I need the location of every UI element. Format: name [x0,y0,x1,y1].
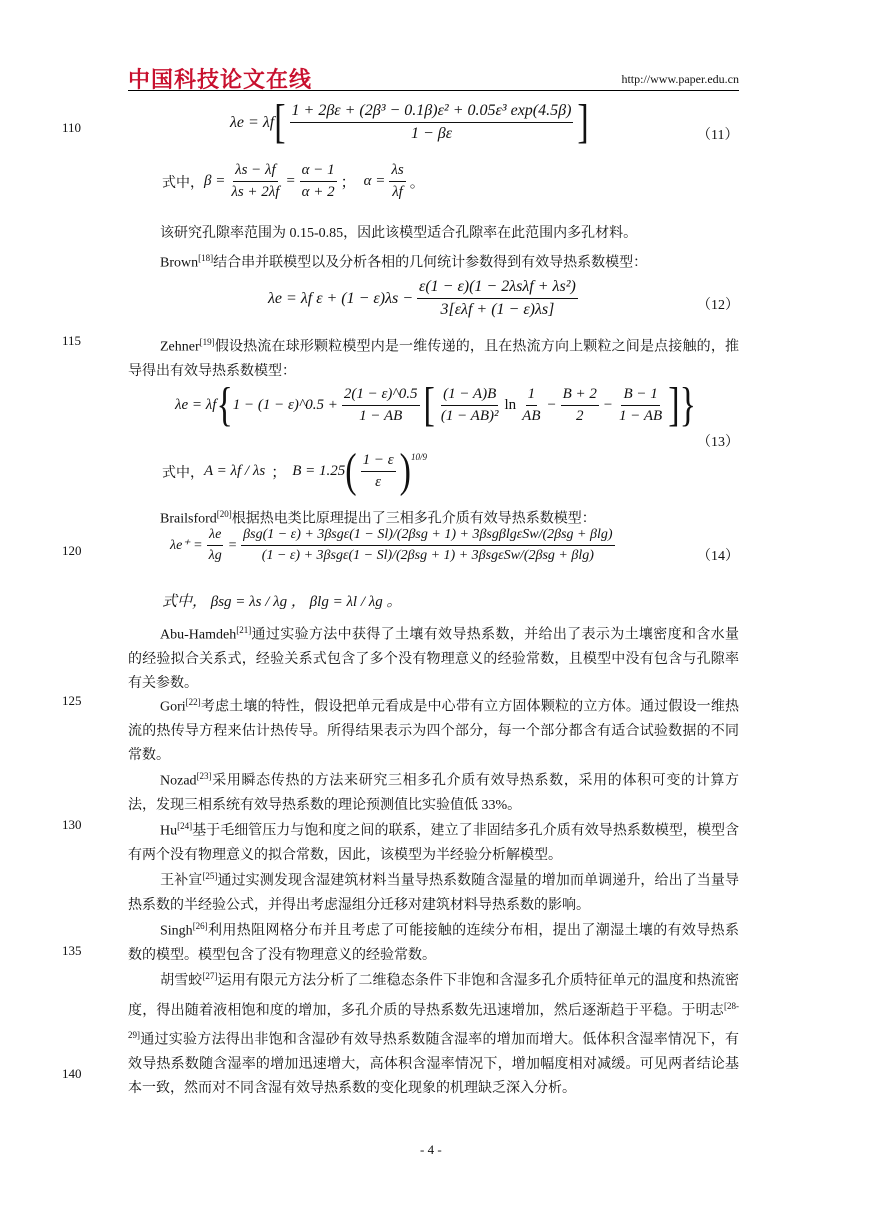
equation-13: λe = λf { 1 − (1 − ε)^0.5 + $\frac{2(1 - \varepsilon)\^{}0.5}{1 - AB}$ [ $\frac{(1 - A)B}{\text{(1 − AB)²}}$ ln $\frac{1}{AB}$ − $\frac{B + 2}{2}$ − $\frac{B - 1}{1 - AB}$ ] } [175,378,696,431]
equation-11: λe = λf [ $\frac{\text{1 + 2βε + (2β³ − 0.1β)ε² + 0.05ε³ exp(4.5β)}}{1 - \beta\varepsilon}$ ] [230,95,589,148]
paragraph: Brailsford[20]根据热电类比原理提出了三相多孔介质有效导热系数模型： [160,509,596,527]
eq14-where: 式中， βsg = λs / λg ， βlg = λl / λg 。 [162,594,402,610]
header-url: http://www.paper.edu.cn [621,72,739,86]
eq11-fraction [290,102,574,143]
line-number: 130 [62,817,82,832]
line-number: 120 [62,543,82,558]
equation-number-12: （12） [697,298,739,313]
eq13-where: 式中， A = λf / λs ； B = 1.25 ( $\frac{1 - \varepsilon}{\varepsilon}$ ) $^{10/9}$ [162,444,427,497]
paragraph: Abu-Hamdeh[21]通过实验方法中获得了土壤有效导热系数，并给出了表示为土壤密度和含水量的经验拟合关系式，经验关系式包含了多个没有物理意义的经验常数，且模型中没有包含与孔隙率有关参数。 [128,625,739,691]
equation-number-11: （11） [697,128,739,143]
paragraph: 胡雪蛟[27]运用有限元方法分析了二维稳态条件下非饱和含湿多孔介质特征单元的温度和热流密度，得出随着液相饱和度的增加，多孔介质的导热系数先迅速增加，然后逐渐趋于平稳。于明志[28-29]通过实验方法得出非饱和含湿砂有效导热系数随含湿率的增加而增大。低体积含湿率情况下，有效导热系数随含湿率的增加迅速增大，高体积含湿率情况下，增加幅度相对减缓。可见两者结论基本一致，然而对不同含湿有效导热系数的变化现象的机理缺乏深入分析。 [128,971,739,1096]
line-number: 135 [62,943,82,958]
line-number: 140 [62,1066,82,1081]
paragraph: 王补宣[25]通过实测发现含湿建筑材料当量导热系数随含湿量的增加而单调递升，给出了当量导热系数的半经验公式，并得出考虑湿组分迁移对建筑材料导热系数的影响。 [128,871,739,913]
equation-14: λe⁺ = $\frac{\lambda e}{\lambda g}$ = βsg(1 − ε) + 3βsgε(1 − Sl)/(2βsg + 1) + 3βsgβlgεSw/(2βsg + βlg) (1 − ε) + 3βsgε(1 − Sl)/(2βsg + 1) + 3βsgεSw/(2βsg + βlg) [170,527,613,563]
paragraph: Zehner[19]假设热流在球形颗粒模型内是一维传递的，且在热流方向上颗粒之间是点接触的，推导得出有效导热系数模型： [128,337,739,379]
line-number: 115 [62,333,82,348]
equation-number-13: （13） [697,435,739,450]
line-number: 110 [62,120,82,135]
eq11-where: 式中， β = $\frac{\lambda s - \lambda f}{\lambda s + 2\lambda f}$ = $\frac{\alpha - 1}{\alpha + 2}$ ； α = $\frac{\lambda s}{\lambda f}$ 。 [162,162,425,200]
paragraph: 该研究孔隙率范围为 0.15-0.85，因此该模型适合孔隙率在此范围内多孔材料。 [160,226,638,241]
page-number: - 4 - [420,1142,442,1157]
eq11-lhs: λe = λf [230,113,275,131]
eq11-denominator: 1 − βε [410,125,453,142]
header-divider [128,90,739,91]
paragraph: Gori[22]考虑土壤的特性，假设把单元看成是中心带有立方固体颗粒的立方体。通过假设一维热流的热传导方程来估计热传导。所得结果表示为四个部分，每一个部分都含有适合试验数据的不同常数。 [128,697,739,763]
line-number: 125 [62,693,82,708]
journal-logo: 中国科技论文在线 [128,68,313,93]
paragraph: Singh[26]利用热阻网格分布并且考虑了可能接触的连续分布相，提出了潮湿土壤的有效导热系数的模型。模型包含了没有物理意义的经验常数。 [128,921,739,963]
eq11-numerator: 1 + 2βε + (2β³ − 0.1β)ε² + 0.05ε³ exp(4.5β) [290,102,574,123]
equation-number-14: （14） [697,549,739,564]
paragraph: Brown[18]结合串并联模型以及分析各相的几何统计参数得到有效导热系数模型： [160,253,648,271]
equation-12: λe = λf ε + (1 − ε)λs − $\frac{\text{ε(1 − ε)(1 − 2λsλf + λs²)}}{\text{3[ελf + (1 − ε)λs]}}$ [268,278,576,318]
paragraph: Nozad[23]采用瞬态传热的方法来研究三相多孔介质有效导热系数，采用的体积可变的计算方法，发现三相系统有效导热系数的理论预测值比实验值低 33%。 [128,771,739,813]
paragraph: Hu[24]基于毛细管压力与饱和度之间的联系，建立了非固结多孔介质有效导热系数模型，模型含有两个没有物理意义的拟合常数，因此，该模型为半经验分析解模型。 [128,821,739,863]
